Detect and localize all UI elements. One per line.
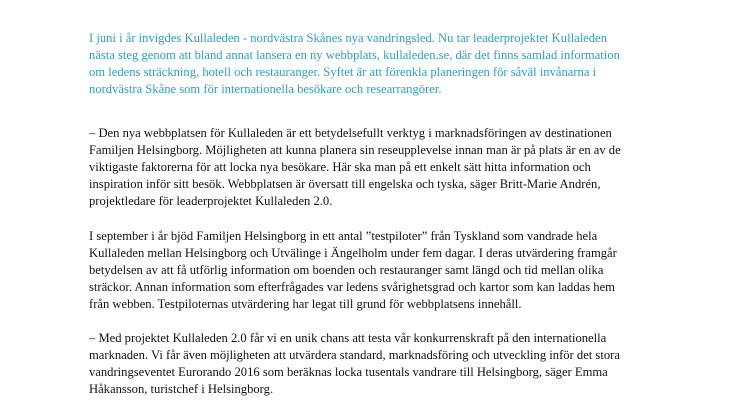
lead-paragraph: I juni i år invigdes Kullaleden - nordvästra Skånes nya vandringsled. Nu tar leaderprojektet Kullaleden nästa steg genom att bland annat lansera en ny webbplats, kullaleden.se, där det finns samlad information om ledens sträckning, hotell och restauranger. Syftet är att förenkla planeringen för såväl invånarna i nordvästra Skåne som för internationella besökare och researrangörer. [89, 31, 620, 97]
body-paragraph-quote-britt-marie: – Den nya webbplatsen för Kullaleden är ett betydelsefullt verktyg i marknadsföringen av destinationen Familjen Helsingborg. Möjligheten att kunna planera sin reseupplevelse innan man är på plats är en av de viktigaste faktorerna för att locka nya besökare. Här ska man på ett enkelt sätt hitta information och inspiration inför sitt besök. Webbplatsen är översatt till engelska och tyska, säger Britt-Marie Andrén, projektledare för leaderprojektet Kullaleden 2.0. [89, 126, 621, 209]
body-paragraph-testpilots: I september i år bjöd Familjen Helsingborg in ett antal ”testpiloter” från Tyskland som vandrade hela Kullaleden mellan Helsingborg och Utvälinge i Ängelholm under fem dagar. I deras utvärdering framgår betydelsen av att få utförlig information om boenden och restauranger samt längd och tid mellan olika sträckor. Annan information som efterfrågades var ledens svårighetsgrad och kartor som kan laddas hem från webben. Testpiloternas utvärdering har legat till grund för webbplatsens innehåll. [89, 229, 617, 312]
body-paragraph-quote-emma: – Med projektet Kullaleden 2.0 får vi en unik chans att testa vår konkurrenskraft på den internationella marknaden. Vi får även möjligheten att utvärdera standard, marknadsföring och utveckling inför det stora vandringseventet Eurorando 2016 som beräknas locka tusentals vandrare till Helsingborg, säger Emma Håkansson, turistchef i Helsingborg. [89, 331, 620, 397]
